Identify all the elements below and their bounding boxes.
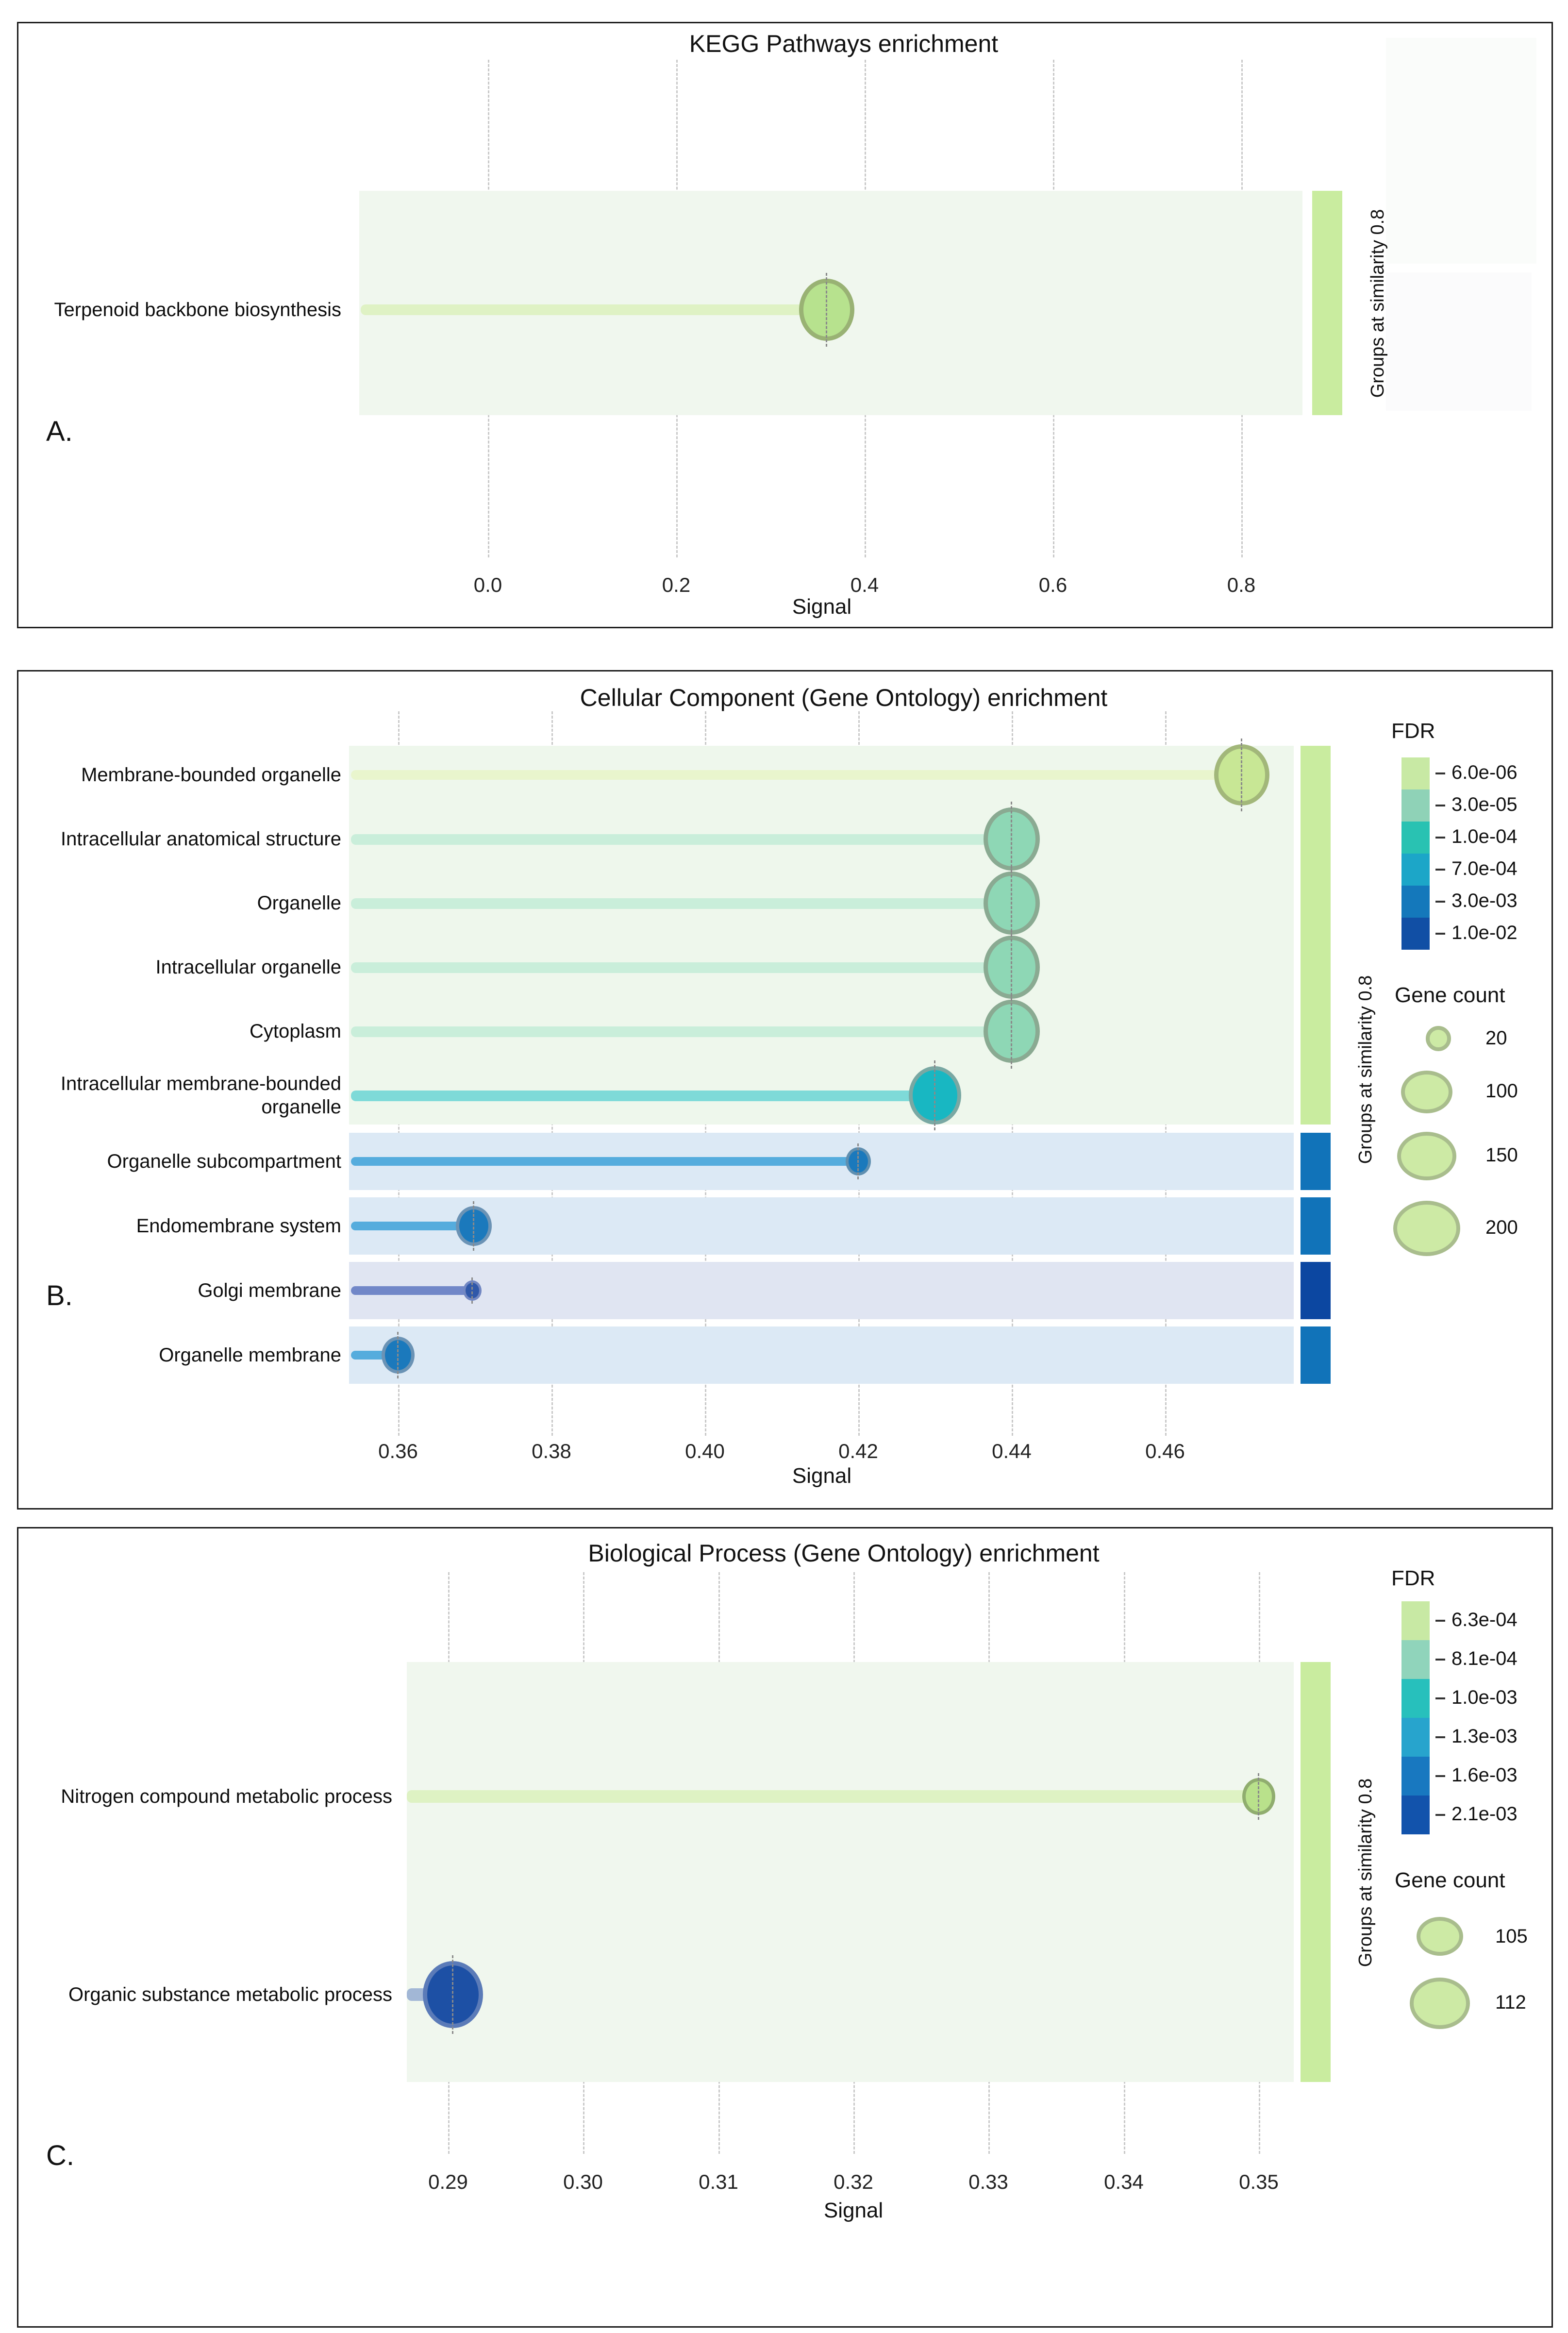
- fdr-tick-label: 8.1e-04: [1451, 1648, 1518, 1669]
- fdr-color-swatch: [1401, 1640, 1430, 1679]
- gene-count-label: 112: [1495, 1992, 1526, 2013]
- term-label: Organelle: [257, 892, 341, 914]
- x-tick: 0.33: [968, 2170, 1008, 2193]
- fdr-tick-label: 7.0e-04: [1451, 858, 1518, 879]
- fdr-legend-title: FDR: [1391, 1566, 1435, 1590]
- fdr-tick-label: 1.6e-03: [1451, 1764, 1518, 1786]
- fdr-tick-mark: [1435, 933, 1445, 935]
- fdr-color-swatch: [1401, 1796, 1430, 1834]
- gene-count-legend-title: Gene count: [1395, 983, 1505, 1007]
- lollipop-stem: [351, 1286, 472, 1295]
- lollipop-stem: [351, 1026, 1012, 1037]
- group-sidebar-label: Groups at similarity 0.8: [1355, 1778, 1376, 1967]
- fdr-color-swatch: [1401, 918, 1430, 950]
- term-label: Intracellular membrane-bounded organelle: [60, 1073, 341, 1118]
- term-label: Organelle membrane: [159, 1344, 341, 1366]
- lollipop-stem: [351, 898, 1012, 909]
- fdr-color-swatch: [1401, 1718, 1430, 1757]
- term-label: Nitrogen compound metabolic process: [61, 1786, 392, 1807]
- fdr-tick-label: 1.3e-03: [1451, 1726, 1518, 1747]
- fdr-color-swatch: [1401, 854, 1430, 886]
- x-tick: 0.31: [699, 2170, 738, 2193]
- fdr-color-swatch: [1401, 1679, 1430, 1718]
- gene-count-label: 200: [1485, 1217, 1518, 1238]
- faded-legend-block: [1386, 272, 1532, 411]
- fdr-color-swatch: [1401, 789, 1430, 822]
- group-bar: [1301, 1262, 1331, 1319]
- dot-guide-line: [1011, 866, 1012, 940]
- term-label: Intracellular organelle: [155, 957, 341, 978]
- dot-guide-line: [473, 1201, 474, 1251]
- term-label: Organelle subcompartment: [107, 1151, 341, 1172]
- term-label: Intracellular anatomical structure: [60, 828, 341, 850]
- fdr-tick-mark: [1435, 1775, 1445, 1777]
- lollipop-stem: [361, 304, 827, 315]
- panel-c-letter: C.: [46, 2140, 74, 2171]
- fdr-tick-mark: [1435, 901, 1445, 903]
- faded-legend-block: [1386, 38, 1536, 264]
- fdr-tick-mark: [1435, 772, 1445, 774]
- dot-guide-line: [1011, 802, 1012, 876]
- x-tick: 0.36: [378, 1440, 418, 1462]
- x-tick: 0.40: [685, 1440, 725, 1462]
- fdr-tick-label: 6.0e-06: [1451, 762, 1518, 783]
- fdr-color-swatch: [1401, 1757, 1430, 1796]
- panel-a-title: KEGG Pathways enrichment: [689, 30, 999, 57]
- x-tick: 0.4: [850, 573, 879, 596]
- fdr-color-swatch: [1401, 757, 1430, 789]
- gene-count-circle: [1397, 1132, 1456, 1180]
- fdr-tick-mark: [1435, 1736, 1445, 1738]
- gene-count-label: 105: [1495, 1926, 1528, 1947]
- panel-b-title: Cellular Component (Gene Ontology) enrichment: [580, 684, 1108, 711]
- fdr-color-swatch: [1401, 886, 1430, 918]
- dot-guide-line: [1011, 994, 1012, 1069]
- dot-guide-line: [452, 1955, 453, 2034]
- group-bar: [1301, 746, 1331, 1125]
- term-label: Endomembrane system: [136, 1215, 341, 1237]
- lollipop-stem: [351, 770, 1242, 780]
- x-axis-label: Signal: [792, 595, 852, 619]
- dot-guide-line: [1258, 1773, 1259, 1820]
- fdr-tick-mark: [1435, 1659, 1445, 1661]
- panel-c-title: Biological Process (Gene Ontology) enrichment: [588, 1540, 1100, 1567]
- term-label: Golgi membrane: [198, 1280, 341, 1301]
- group-sidebar-label: Groups at similarity 0.8: [1355, 975, 1376, 1164]
- group-bar: [1312, 191, 1342, 415]
- x-tick: 0.0: [473, 573, 502, 596]
- dot-guide-line: [857, 1143, 859, 1179]
- x-tick: 0.42: [838, 1440, 878, 1462]
- fdr-tick-label: 3.0e-05: [1451, 794, 1518, 815]
- lollipop-stem: [351, 962, 1012, 973]
- group-sidebar-label: Groups at similarity 0.8: [1368, 209, 1388, 398]
- gene-count-label: 150: [1485, 1144, 1518, 1166]
- x-tick: 0.30: [563, 2170, 603, 2193]
- fdr-tick-label: 1.0e-04: [1451, 826, 1518, 847]
- fdr-color-swatch: [1401, 1601, 1430, 1640]
- term-label: Terpenoid backbone biosynthesis: [54, 299, 341, 320]
- x-tick: 0.35: [1239, 2170, 1279, 2193]
- plot-band-green: [349, 746, 1294, 1125]
- gene-count-legend-title: Gene count: [1395, 1868, 1505, 1892]
- panel-a: [17, 22, 1553, 628]
- gene-count-circle: [1410, 1978, 1470, 2029]
- gene-count-circle: [1417, 1917, 1463, 1956]
- x-tick: 0.44: [992, 1440, 1032, 1462]
- fdr-tick-label: 3.0e-03: [1451, 890, 1518, 911]
- x-axis-label: Signal: [792, 1464, 852, 1488]
- fdr-tick-label: 1.0e-03: [1451, 1687, 1518, 1708]
- dot-guide-line: [397, 1332, 399, 1378]
- x-tick: 0.29: [428, 2170, 468, 2193]
- lollipop-stem: [351, 1091, 935, 1101]
- gene-count-label: 20: [1485, 1027, 1507, 1049]
- dot-guide-line: [471, 1277, 473, 1304]
- group-bar: [1301, 1326, 1331, 1384]
- fdr-tick-mark: [1435, 837, 1445, 839]
- lollipop-stem: [407, 1790, 1259, 1803]
- term-label: Membrane-bounded organelle: [81, 764, 341, 786]
- panel-c: [17, 1527, 1553, 2328]
- row-stripe: [349, 1262, 1294, 1319]
- row-stripe: [349, 1326, 1294, 1384]
- x-tick: 0.2: [662, 573, 691, 596]
- term-label: Organic substance metabolic process: [68, 1984, 392, 2005]
- fdr-tick-label: 6.3e-04: [1451, 1609, 1518, 1630]
- panel-b-letter: B.: [46, 1280, 73, 1311]
- dot-guide-line: [1011, 930, 1012, 1005]
- x-tick: 0.38: [532, 1440, 571, 1462]
- x-tick: 0.8: [1227, 573, 1256, 596]
- fdr-legend-title: FDR: [1391, 719, 1435, 743]
- fdr-color-swatch: [1401, 822, 1430, 854]
- fdr-tick-mark: [1435, 1814, 1445, 1816]
- fdr-tick-mark: [1435, 869, 1445, 871]
- gene-count-label: 100: [1485, 1080, 1518, 1102]
- lollipop-stem: [351, 834, 1012, 845]
- dot-guide-line: [1241, 739, 1242, 811]
- panel-b: [17, 670, 1553, 1510]
- x-tick: 0.32: [834, 2170, 873, 2193]
- x-axis-label: Signal: [823, 2199, 884, 2222]
- dot-guide-line: [826, 273, 827, 347]
- panel-a-letter: A.: [46, 416, 73, 447]
- x-tick: 0.6: [1038, 573, 1068, 596]
- fdr-tick-mark: [1435, 805, 1445, 806]
- gene-count-circle: [1401, 1071, 1452, 1113]
- fdr-tick-label: 2.1e-03: [1451, 1803, 1518, 1825]
- group-bar: [1301, 1662, 1331, 2082]
- x-tick: 0.46: [1145, 1440, 1185, 1462]
- group-bar: [1301, 1133, 1331, 1190]
- x-tick: 0.34: [1104, 2170, 1144, 2193]
- gene-count-circle: [1393, 1201, 1460, 1256]
- gene-count-circle: [1426, 1026, 1451, 1051]
- lollipop-stem: [351, 1157, 858, 1166]
- fdr-tick-mark: [1435, 1620, 1445, 1622]
- term-label: Cytoplasm: [250, 1021, 341, 1042]
- group-bar: [1301, 1197, 1331, 1255]
- dot-guide-line: [934, 1060, 935, 1130]
- fdr-tick-label: 1.0e-02: [1451, 922, 1518, 943]
- plot-band: [407, 1662, 1294, 2082]
- fdr-tick-mark: [1435, 1697, 1445, 1699]
